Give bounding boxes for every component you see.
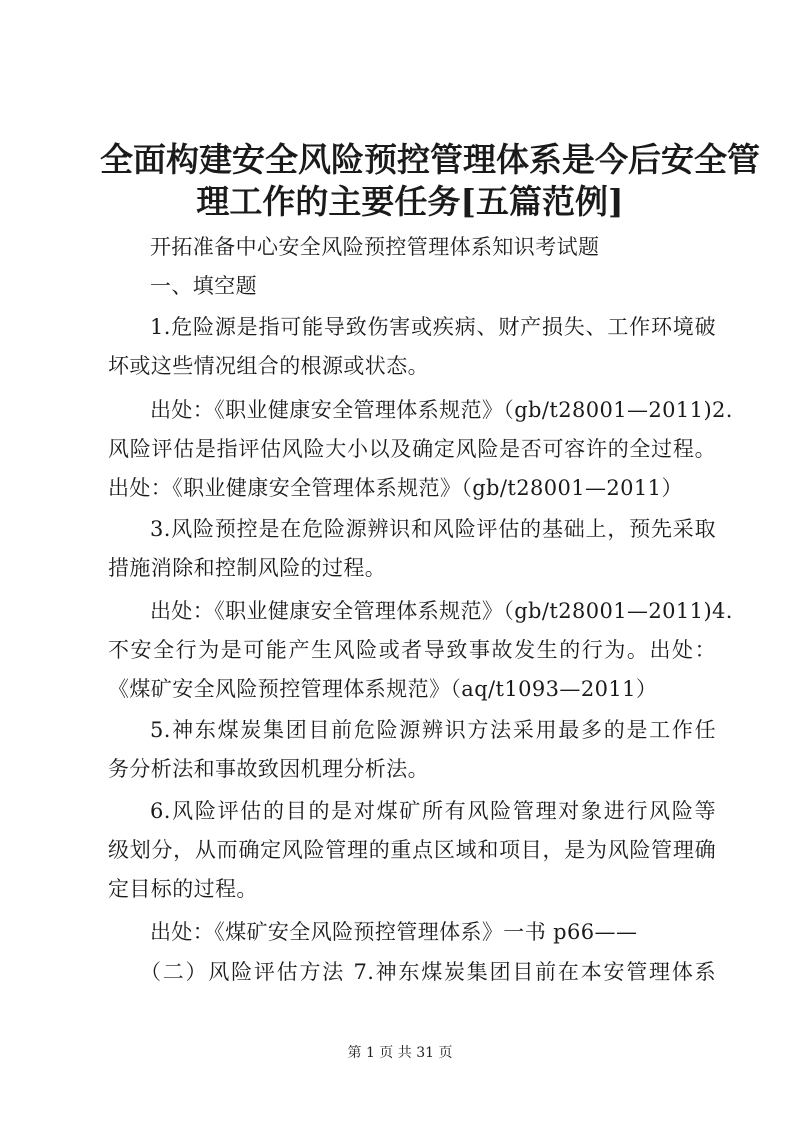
paragraph-line: 出处：《煤矿安全风险预控管理体系》一书 p66—— [150,920,638,944]
document-title-line-1: 全面构建安全风险预控管理体系是今后安全管 [100,140,760,179]
paragraph-line: 定目标的过程。 [108,877,258,901]
paragraph-line: 出处：《职业健康安全管理体系规范》（gb/t28001—2011） [108,476,683,500]
page-number-footer: 第 1 页 共 31 页 [347,1045,453,1061]
paragraph-line: 《煤矿安全风险预控管理体系规范》（aq/t1093—2011） [108,677,658,701]
paragraph-line: 1.危险源是指可能导致伤害或疾病、财产损失、工作环境破 [150,315,716,339]
paragraph-line: 3.风险预控是在危险源辨识和风险评估的基础上，预先采取 [150,517,716,541]
paragraph-line: 6.风险评估的目的是对煤矿所有风险管理对象进行风险等 [150,799,716,823]
paragraph-line: 坏或这些情况组合的根源或状态。 [108,354,429,378]
exam-subtitle: 开拓准备中心安全风险预控管理体系知识考试题 [150,235,600,259]
paragraph-line: （二）风险评估方法 7.神东煤炭集团目前在本安管理体系 [140,960,716,984]
paragraph-line: 不安全行为是可能产生风险或者导致事故发生的行为。出处： [108,638,716,662]
paragraph-line: 级划分，从而确定风险管理的重点区域和项目，是为风险管理确 [108,838,716,862]
paragraph-line: 风险评估是指评估风险大小以及确定风险是否可容许的全过程。 [108,437,716,461]
paragraph-line: 措施消除和控制风险的过程。 [108,556,387,580]
paragraph-line: 5.神东煤炭集团目前危险源辨识方法采用最多的是工作任 [150,718,716,742]
document-title-line-2: 理工作的主要任务[五篇范例] [196,182,624,221]
section-heading: 一、填空题 [150,274,257,298]
paragraph-line: 务分析法和事故致因机理分析法。 [108,757,429,781]
paragraph-line: 出处：《职业健康安全管理体系规范》（gb/t28001—2011)4. [150,599,733,623]
paragraph-line: 出处：《职业健康安全管理体系规范》（gb/t28001—2011)2. [150,398,733,422]
